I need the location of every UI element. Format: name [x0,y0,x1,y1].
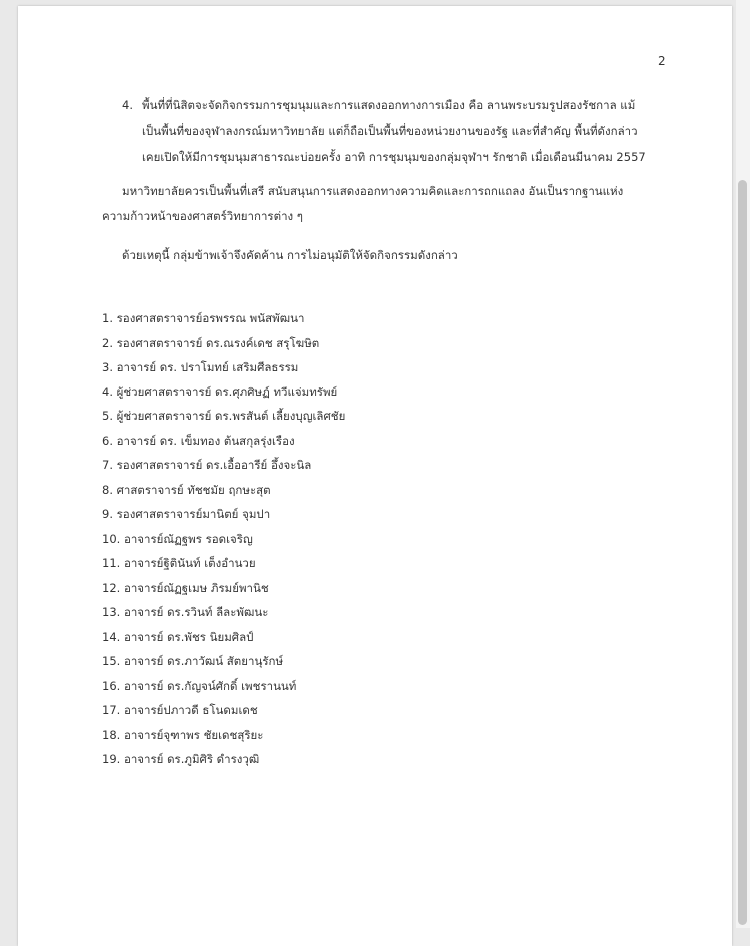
signatory-item: 9. รองศาสตราจารย์มานิตย์ จุมปา [102,507,271,521]
page-number: 2 [658,54,666,68]
signatory-item: 10. อาจารย์ณัฏฐพร รอดเจริญ [102,531,253,546]
signatory-item: 15. อาจารย์ ดร.ภาวัฒน์ สัตยานุรักษ์ [102,654,284,668]
signatory-item: 6. อาจารย์ ดร. เข็มทอง ต้นสกุลรุ่งเรือง [102,433,295,448]
signatory-item: 12. อาจารย์ณัฏฐเมษ ภิรมย์พานิช [102,580,269,595]
vertical-scrollbar[interactable] [736,0,750,928]
signatory-item: 7. รองศาสตราจารย์ ดร.เอื้ออารีย์ อึ้งจะนิล [102,458,312,472]
signatory-item: 11. อาจารย์ฐิตินันท์ เต็งอำนวย [102,556,256,570]
signatory-item: 18. อาจารย์จุฑาพร ชัยเดชสุริยะ [102,727,264,742]
signatory-item: 16. อาจารย์ ดร.กัญจน์ศักดิ์ เพชรานนท์ [102,678,297,693]
document-page [18,6,732,946]
signatory-item: 3. อาจารย์ ดร. ปราโมทย์ เสริมศีลธรรม [102,360,299,374]
signatory-item: 13. อาจารย์ ดร.รวินท์ ลีละพัฒนะ [102,605,269,619]
numbered-item-4 [122,92,662,170]
signatory-item: 4. ผู้ช่วยศาสตราจารย์ ดร.ศุภศิษฏ์ ทวีแจ่มทรัพย์ [102,384,338,399]
signatory-item: 19. อาจารย์ ดร.ภูมิศิริ ดำรงวุฒิ [102,752,260,766]
signatory-item: 1. รองศาสตราจารย์อรพรรณ พนัสพัฒนา [102,311,305,325]
signatory-item: 2. รองศาสตราจารย์ ดร.ณรงค์เดช สรุโฆษิต [102,335,320,350]
paragraph-objection: ด้วยเหตุนี้ กลุ่มข้าพเจ้าจึงคัดค้าน การไม่อนุมัติให้จัดกิจกรรมดังกล่าว [122,248,458,262]
scrollbar-thumb[interactable] [738,180,747,925]
signatory-item: 5. ผู้ช่วยศาสตราจารย์ ดร.พรสันต์ เลี้ยงบุญเลิศชัย [102,409,346,423]
signatory-item: 8. ศาสตราจารย์ ทัชชมัย ฤกษะสุต [102,482,271,497]
paragraph-line: มหาวิทยาลัยควรเป็นพื้นที่เสรี สนับสนุนการแสดงออกทางความคิดและการถกแถลง อันเป็นรากฐานแห่ง [122,184,624,198]
paragraph-line: ความก้าวหน้าของศาสตร์วิทยาการต่าง ๆ [102,209,303,223]
signatory-item: 14. อาจารย์ ดร.พัชร นิยมศิลป์ [102,629,254,644]
signatory-list [102,306,345,772]
item-number: 4. [122,98,133,112]
item-line: เป็นพื้นที่ของจุฬาลงกรณ์มหาวิทยาลัย แต่ก็ถือเป็นพื้นที่ของหน่วยงานของรัฐ และที่สำคัญ พื้นที่ดังกล่าว [142,124,638,138]
signatory-item: 17. อาจารย์ปภาวดี ธโนดมเดช [102,703,258,717]
item-line: พื้นที่ที่นิสิตจะจัดกิจกรรมการชุมนุมและการแสดงออกทางการเมือง คือ ลานพระบรมรูปสองรัชกาล แม้ [142,98,636,112]
item-line: เคยเปิดให้มีการชุมนุมสาธารณะบ่อยครั้ง อาทิ การชุมนุมของกลุ่มจุฬาฯ รักชาติ เมื่อเดือนมีนาคม 2557 [142,150,646,164]
